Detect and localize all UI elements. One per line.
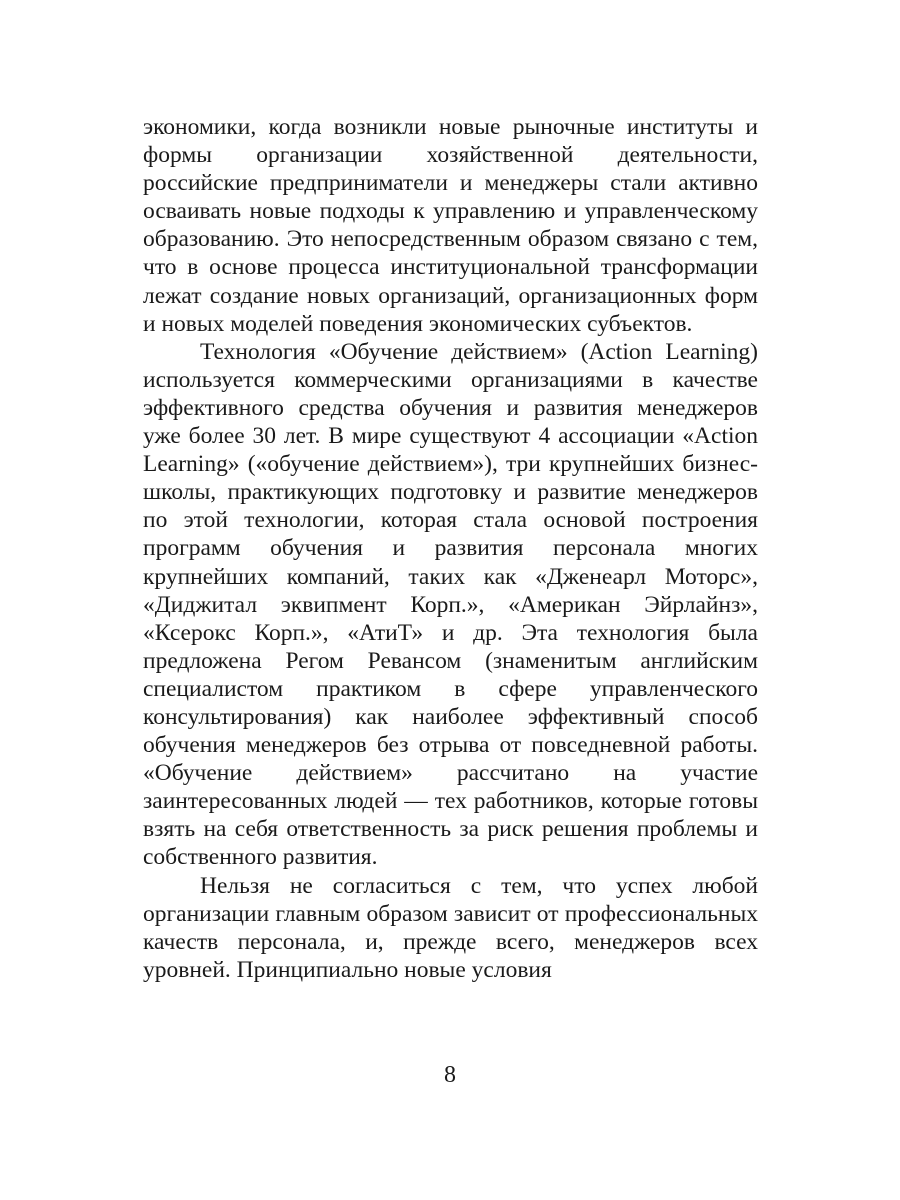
- paragraph-3: Нельзя не согласиться с тем, что успех любой организации главным образом зависит от профессиональных качеств персонала, и, прежде всего, менеджеров всех уровней. Принципиально новые условия: [143, 872, 758, 983]
- paragraph-2: Технология «Обучение действием» (Action Learning) используется коммерческими организациями в качестве эффективного средства обучения и развития менеджеров уже более 30 лет. В мире существуют 4 ассоциации «Action Learning» («обучение действием»), три крупнейших бизнес-школы, практикующих подготовку и развитие менеджеров по этой технологии, которая стала основой построения программ обучения и развития персонала многих крупнейших компаний, таких как «Дженеарл Моторс», «Диджитал эквипмент Корп.», «Американ Эйрлайнз», «Ксерокс Корп.», «АтиТ» и др. Эта технология была предложена Регом Ревансом (знаменитым английским специалистом практиком в сфере управленческого консультирования) как наиболее эффективный способ обучения менеджеров без отрыва от повседневной работы. «Обучение действием» рассчитано на участие заинтересованных людей — тех работников, которые готовы взять на себя ответственность за риск решения проблемы и собственного развития.: [143, 338, 758, 871]
- page-number: 8: [444, 1062, 456, 1088]
- paragraph-1: экономики, когда возникли новые рыночные институты и формы организации хозяйственной деятельности, российские предприниматели и менеджеры стали активно осваивать новые подходы к управлению и управленческому образованию. Это непосредственным образом связано с тем, что в основе процесса институциональной трансформации лежат создание новых организаций, организационных форм и новых моделей поведения экономических субъектов.: [143, 114, 758, 337]
- page-body: [143, 113, 758, 1200]
